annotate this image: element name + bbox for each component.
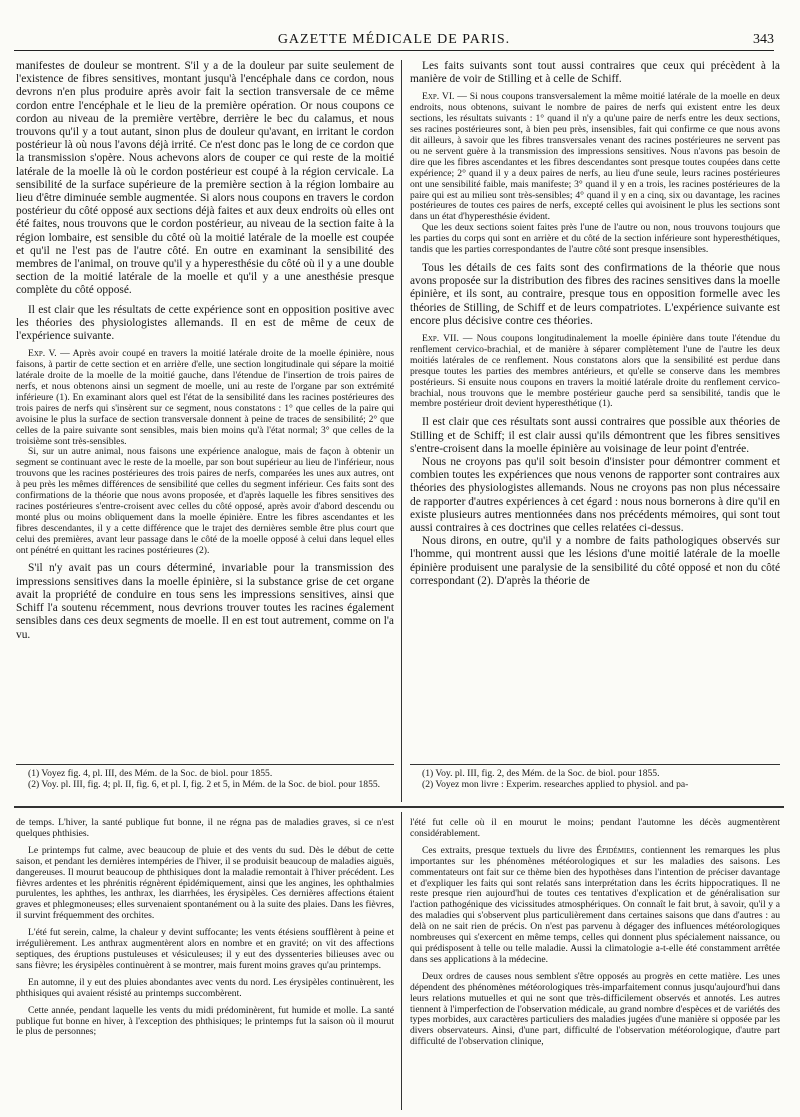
experiment-text: — Nous coupons longitudinalement la moelle épinière dans toute l'étendue du renflement cervico-brachial, et de manière à séparer complètement l'une de l'autre les deux moitiés latérales de ce renflement. Nous constatons alors que la sensibilité est perdue dans presque toutes les parties des membres antérieurs, et qu'elle se conserve dans les membres postérieurs. Si ensuite nous coupons en travers la moitié latérale droite du renflement cervico-brachial, nous trouvons que le membre postérieur gauche perd sa sensibilité, tandis que le membre postérieur droit devient hyperesthétique (1).	[410, 333, 780, 410]
experiment-label: Exp. VII.	[422, 333, 459, 345]
experiment-label: Exp. VI.	[422, 91, 455, 103]
section-separator	[14, 806, 784, 808]
paragraph: En automne, il y eut des pluies abondantes avec vents du nord. Les érysipèles continuèrent, les phthisiques qui avaient résisté au printemps succombèrent.	[16, 976, 394, 999]
column-divider	[401, 60, 402, 802]
experiment-label: Exp. V.	[28, 348, 57, 360]
upper-right-column	[410, 60, 780, 760]
paragraph: Les faits suivants sont tout aussi contraires que ceux qui précèdent à la manière de voir de Stilling et à celle de Schiff.	[410, 60, 780, 86]
paragraph: manifestes de douleur se montrent. S'il y a de la douleur par suite seulement de l'existence de fibres sensitives, montant jusqu'à l'encéphale dans ce cordon, nous devrons n'en plus produire après avoir fait la section transversale de ce même cordon entre l'encéphale et le lieu de la première opération. Or nous coupons ce cordon au niveau de la première vertèbre, derrière le bec du calamus, et nous trouvons qu'il y a tout autant, sinon plus de douleur qu'avant, en irritant le cordon postérieur là où nous l'avons déjà irrité. Ce n'est donc pas le long de ce cordon que la transmission s'opère. Nous achevons alors de couper ce qui reste de la moitié latérale de la moelle là où le cordon postérieur est coupé à la région cervicale. La sensibilité de la surface supérieure de la première section à la région lombaire au lieu d'être diminuée semble augmentée. Si alors nous coupons en travers le cordon postérieur du côté opposé aux sections déjà faites et aux deux endroits où elles ont été faites, nous trouvons que le cordon postérieur, au niveau de la section faite à la région lombaire, est sensible du côté où la moitié latérale de la moelle est coupée et qu'il ne l'est pas de l'autre côté. En outre en examinant la sensibilité des membres de l'animal, on trouve qu'il y a hyperesthésie du côté où il y a une double section de la moitié latérale de la moelle et qu'il y a une anesthésie presque complète du côté opposé.	[16, 60, 394, 297]
upper-left-column	[16, 60, 394, 760]
footnote: (1) Voyez fig. 4, pl. III, des Mém. de la Soc. de biol. pour 1855.	[28, 768, 273, 779]
paragraph: de temps. L'hiver, la santé publique fut bonne, il ne régna pas de maladies graves, si ce n'est quelques phthisies.	[16, 818, 394, 839]
page-number: 343	[753, 32, 774, 47]
text-run: Ces extraits, presque textuels du livre des	[422, 844, 597, 856]
footnote: (2) Voy. pl. III, fig. 4; pl. II, fig. 6, et pl. I, fig. 2 et 5, in Mém. de la Soc. de biol. pour 1855.	[28, 779, 381, 790]
footnote: (2) Voyez mon livre : Experim. researches applied to physiol. and pa-	[422, 779, 689, 790]
paragraph: Le printemps fut calme, avec beaucoup de pluie et des vents du sud. Dès le début de cette saison, et pendant les dernières intempéries de l'hiver, il se produisit beaucoup de maladies aiguës, dangereuses. Il mourut beaucoup de phthisiques dont la maladie remontait à l'hiver précédent. Les fièvres ardentes et les phrénitis régnèrent épidémiquement, ainsi que les angines, les ophthalmies purulentes, les aphthes, les anthrax, les diarrhées, les érysipèles. Ces dernières affections étaient graves et phlegmoneuses; elles survenaient spontanément ou à la suite des plaies. Dans les fièvres, il survint fréquemment des orchites.	[16, 844, 394, 922]
text-run: , contiennent les remarques les plus importantes sur les phénomènes météorologiques et sur les maladies des saisons. Les commentateurs ont fait sur ce thème bien des hypothèses dans l'intention de préciser davantage et d'expliquer les faits qui sont relatés sans interprétation dans les écrits hippocratiques. Il ne reste presque rien aujourd'hui de toutes ces tentatives d'explication et de généralisation sur l'action pathogénique des vicissitudes atmosphériques. On connaît le fait brut, à savoir, qu'il y a des maladies qui s'observent plus particulièrement dans certaines saisons que dans d'autres : au delà on ne sait rien de précis. On n'est pas parvenu à dégager des influences météorologiques nombreuses qui s'exercent en même temps, celles qui donnent plus spécialement naissance, ou qui prédisposent à telle ou telle maladie. Aussi la climatologie a-t-elle été constamment arrêtée dans ses applications à la médecine.	[410, 844, 780, 965]
footnote-rule	[410, 764, 780, 765]
footnote-rule	[16, 764, 394, 765]
paragraph: Nous ne croyons pas qu'il soit besoin d'insister pour démontrer comment et combien toutes les expériences que nous venons de rapporter sont contraires aux théories des physiologistes allemands. Nous ne croyons pas non plus nécessaire de rapporter d'autres expériences à cet égard : nous nous bornerons à dire qu'il en existe plusieurs autres mentionnées dans nos précédents mémoires, qui sont tout aussi contraires à ces doctrines que celles relatées ci-dessus.	[410, 455, 780, 534]
journal-title: GAZETTE MÉDICALE DE PARIS.	[277, 32, 511, 47]
experiment-paragraph	[16, 349, 394, 447]
paragraph: Que les deux sections soient faites près l'une de l'autre ou non, nous trouvons toujours que les parties du corps qui sont en arrière et du côté de la section inférieure sont hyperesthétiques, tandis que les parties correspondantes de l'autre côté sont presque insensibles.	[410, 222, 780, 256]
experiment-text: — Après avoir coupé en travers la moitié latérale droite de la moelle épinière, nous faisons, à partir de cette section et en arrière d'elle, une section longitudinale qui sépare la moitié latérale droite de la moelle de la moitié gauche, dans l'étendue de l'insertion de trois paires de nerfs, et nous obtenons ainsi un segment de moelle, uni au reste de l'organe par son extrémité inférieure (1). En examinant alors quel est l'état de la sensibilité dans les racines postérieures des trois paires de nerfs qui s'insèrent sur ce segment, nous constatons : 1° que celles de la paire qui avoisine le plus la surface de section transversale donnent à peine de traces de sensibilité; 2° que celles de la paire suivante sont sensibles, mais bien moins qu'à l'état normal; 3° que celles de la troisième sont très-sensibles.	[16, 348, 394, 447]
footnote: (1) Voy. pl. III, fig. 2, des Mém. de la Soc. de biol. pour 1855.	[422, 768, 660, 779]
paragraph: Cette année, pendant laquelle les vents du midi prédominèrent, fut humide et molle. La santé publique fut bonne en hiver, à l'exception des phthisiques; le printemps fut la saison où il mourut le plus de personnes;	[16, 1004, 394, 1038]
lower-right-column	[410, 818, 780, 1110]
paragraph	[410, 846, 780, 966]
footnotes-right	[410, 768, 780, 800]
page-header	[14, 30, 774, 51]
book-title: Épidémies	[596, 844, 635, 856]
experiment-paragraph	[410, 334, 780, 410]
paragraph: Nous dirons, en outre, qu'il y a nombre de faits pathologiques observés sur l'homme, qui montrent aussi que les lésions d'une moitié latérale de la moelle épinière produisent une paralysie de la sensibilité du côté opposé et non du côté correspondant (2). D'après la théorie de	[410, 535, 780, 587]
experiment-paragraph	[410, 92, 780, 223]
paragraph: Si, sur un autre animal, nous faisons une expérience analogue, mais de façon à obtenir un segment se continuant avec le reste de la moelle, par son bout supérieur au lieu de l'inférieur, nous trouvons que les racines postérieures des trois paires de nerfs, comparées les unes aux autres, ont à peu près les mêmes différences de sensibilité que celles du segment inférieur. Ces faits sont des confirmations de la théorie que nous avons proposée, et d'après laquelle les fibres sensitives des racines postérieures s'entre-croisent avec celles du côté opposé, après avoir d'abord descendu ou monté plus ou moins obliquement dans la moelle épinière. Entre les fibres ascendantes et les fibres descendantes, il y a cette différence que le trajet des dernières semble être plus court que celui des premières, avant leur passage dans le côté de la moelle opposé à celui dans lequel elles ont pénétré en quittant les racines postérieures (2).	[16, 446, 394, 556]
paragraph: S'il n'y avait pas un cours déterminé, invariable pour la transmission des impressions sensitives dans la moelle épinière, si la substance grise de cet organe avait la propriété de conduire en tous sens les impressions sensitives, ainsi que Schiff l'a soutenu récemment, nous devrions trouver toutes les racines également sensibles dans ces deux segments de moelle. Il en est tout autrement, comme on l'a vu.	[16, 562, 394, 641]
column-divider	[401, 812, 402, 1110]
paragraph: Deux ordres de causes nous semblent s'être opposés au progrès en cette matière. Les unes dépendent des phénomènes météorologiques très-imparfaitement connus jusqu'aujourd'hui dans leurs relations mutuelles et qui ne sont que très-difficilement observés et annotés. Les autres tiennent à l'imperfection de l'observation médicale, au grand nombre d'espèces et de variétés des types morbides, aux caractères particuliers des maladies jugées d'une manière si opposée par les divers observateurs. Ainsi, d'une part, difficulté de l'observation météorologique, d'autre part difficulté de l'observation clinique,	[410, 970, 780, 1048]
paragraph: Il est clair que ces résultats sont aussi contraires que possible aux théories de Stilling et de Schiff; il est clair aussi qu'ils démontrent que les fibres sensitives s'entre-croisent dans la moelle épinière au voisinage de leur point d'entrée.	[410, 416, 780, 455]
footnotes-left	[16, 768, 394, 800]
paragraph: l'été fut celle où il en mourut le moins; pendant l'automne les décès augmentèrent considérablement.	[410, 818, 780, 839]
paragraph: L'été fut serein, calme, la chaleur y devint suffocante; les vents étésiens soufflèrent à peine et irrégulièrement. Les anthrax augmentèrent alors en nombre et en gravité; on vit des affections septiques, des éruptions pustuleuses et vésiculeuses; il y eut des dyssenteries bilieuses avec ou sans fièvre; les érysipèles continuèrent à se montrer, mais furent moins graves qu'au printemps.	[16, 927, 394, 971]
lower-left-column	[16, 818, 394, 1110]
experiment-text: — Si nous coupons transversalement la même moitié latérale de la moelle en deux endroits, nous obtenons, suivant le nombre de paires de nerfs qui existent entre les deux sections, les résultats suivants : 1° quand il n'y a qu'une paire de nerfs entre les deux sections, ses racines postérieures sont, à bien peu près, insensibles, fait qui confirme ce que nous avons dit ailleurs, à savoir que les fibres transversales venant des racines postérieures ne servent pas ou ne servent guère à la transmission des impressions sensitives. Nous n'avons pas besoin de dire que les fibres ascendantes et les fibres descendantes sont presque toutes coupées dans cette expérience; 2° quand il y a deux paires de nerfs, au lieu d'une seule, leurs racines postérieures ont une sensibilité faible, mais manifeste; 3° quand il y en a trois, les racines postérieures de la paire qui est au milieu sont très-sensibles; 4° quand il y en a cinq, six ou davantage, les racines postérieures de toutes ces paires de nerfs, excepté celles qui avoisinent le plus les sections sont dans un état d'hyperesthésie évident.	[410, 91, 780, 223]
paragraph: Tous les détails de ces faits sont des confirmations de la théorie que nous avons proposée sur la distribution des fibres des racines sensitives dans la moelle épinière, et ils sont, au contraire, presque tous en opposition formelle avec les théories de Stilling, de Schiff et de leurs compatriotes. L'expérience suivante est encore plus décisive contre ces théories.	[410, 262, 780, 327]
paragraph: Il est clair que les résultats de cette expérience sont en opposition positive avec les théories des physiologistes allemands. Il en est de même de ceux de l'expérience suivante.	[16, 303, 394, 343]
